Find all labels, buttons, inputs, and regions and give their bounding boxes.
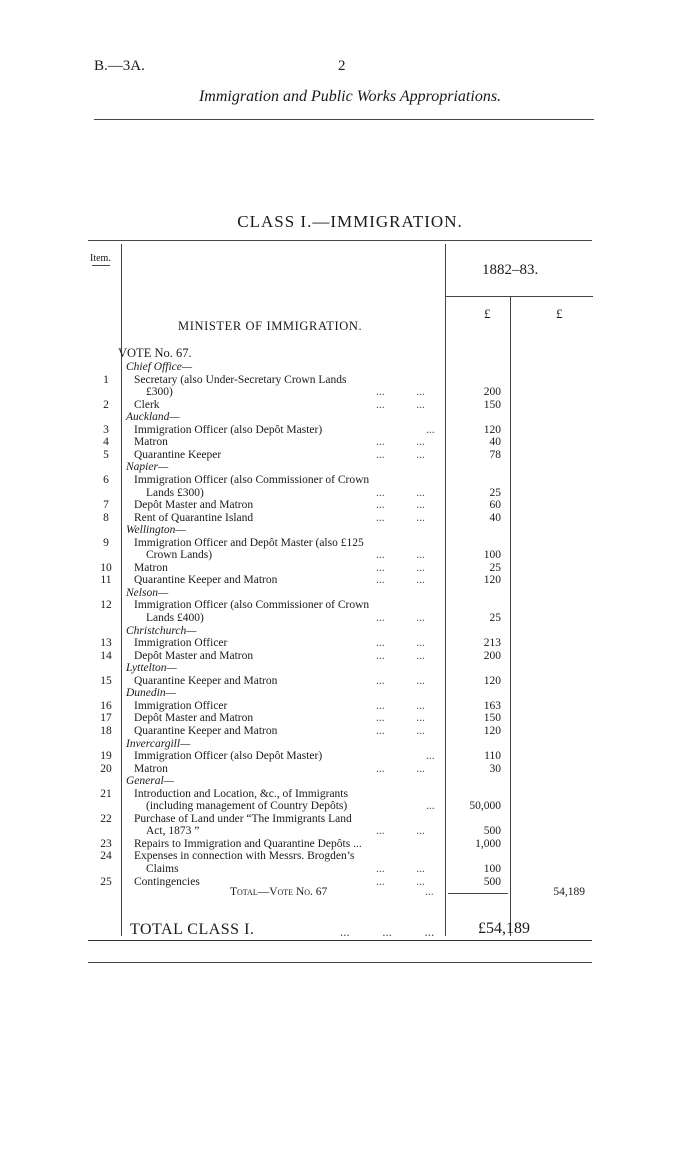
line-description: Matron [134, 436, 168, 448]
page-title: Immigration and Public Works Appropriations. [198, 88, 502, 105]
leader-dots: ... ... [376, 675, 425, 687]
line-description: Immigration Officer (also Commissioner of Crown [134, 599, 370, 611]
item-number: 12 [100, 599, 112, 611]
total-vote-dots: ... [425, 886, 434, 898]
line-description: Clerk [134, 399, 160, 411]
total-vote-amount: 54,189 [553, 886, 585, 898]
line-description: Claims [146, 863, 179, 875]
line-description: Immigration Officer and Depôt Master (also £125 [134, 537, 364, 549]
year-header-rule [445, 296, 593, 297]
line-amount: 500 [483, 876, 501, 888]
line-description: Lands £300) [146, 487, 204, 499]
item-number: 25 [100, 876, 112, 888]
line-amount: 213 [483, 637, 501, 649]
line-amount: 120 [483, 675, 501, 687]
subtotal-column-divider [510, 296, 511, 936]
line-amount: 150 [483, 399, 501, 411]
leader-dots: ... ... [376, 562, 425, 574]
line-amount: 163 [483, 700, 501, 712]
line-description: Contingencies [134, 876, 200, 888]
table-bottom-rule [88, 940, 592, 941]
item-number: 14 [100, 650, 112, 662]
pound-sign-total: £ [556, 306, 563, 321]
leader-dots: ... ... [376, 650, 425, 662]
class-title: CLASS I.—IMMIGRATION. [237, 212, 463, 231]
location-heading: Lyttelton— [126, 662, 177, 674]
page-number: 2 [338, 58, 346, 74]
item-number: 4 [103, 436, 109, 448]
location-heading: Chief Office— [126, 361, 193, 373]
leader-dots: ... ... [376, 574, 425, 586]
item-number: 15 [100, 675, 112, 687]
leader-dots: ... [426, 424, 435, 436]
item-number: 16 [100, 700, 112, 712]
item-number: 11 [100, 574, 112, 586]
line-amount: 110 [484, 750, 501, 762]
total-vote-label [230, 886, 327, 898]
leader-dots: ... ... [376, 763, 425, 775]
item-number: 22 [100, 813, 112, 825]
line-amount: 30 [489, 763, 501, 775]
item-header-underline [92, 265, 110, 266]
table-top-rule [88, 240, 592, 241]
class-total-dots: ... ... ... [340, 924, 435, 939]
location-heading: General— [126, 775, 174, 787]
minister-heading: MINISTER OF IMMIGRATION. [178, 319, 363, 333]
item-number: 6 [103, 474, 109, 486]
line-amount: 25 [489, 487, 501, 499]
item-number: 20 [100, 763, 112, 775]
line-description: Repairs to Immigration and Quarantine Depôts ... [134, 838, 362, 850]
item-number: 13 [100, 637, 112, 649]
total-vote-text: Total—Vote No. 67 [230, 886, 328, 898]
line-amount: 25 [489, 612, 501, 624]
item-number: 10 [100, 562, 112, 574]
year-column-header: 1882–83. [482, 262, 539, 278]
location-heading: Wellington— [126, 524, 186, 536]
item-number: 9 [103, 537, 109, 549]
line-description: Matron [134, 562, 168, 574]
leader-dots: ... ... [376, 700, 425, 712]
leader-dots: ... ... [376, 825, 425, 837]
line-description: Act, 1873 ” [146, 825, 200, 837]
line-amount: 25 [489, 562, 501, 574]
item-number: 2 [103, 399, 109, 411]
leader-dots: ... ... [376, 612, 425, 624]
line-amount: 200 [483, 386, 501, 398]
item-column-header: Item. [90, 253, 111, 264]
leader-dots: ... ... [376, 399, 425, 411]
line-description: Secretary (also Under-Secretary Crown Lands [134, 374, 347, 386]
line-amount: 78 [489, 449, 501, 461]
item-number: 1 [103, 374, 109, 386]
line-amount: 500 [483, 825, 501, 837]
line-description: Quarantine Keeper [134, 449, 222, 461]
line-amount: 100 [483, 549, 501, 561]
line-description: Depôt Master and Matron [134, 650, 254, 662]
line-description: Immigration Officer [134, 637, 228, 649]
leader-dots: ... ... [376, 712, 425, 724]
line-amount: 1,000 [475, 838, 501, 850]
line-description: Crown Lands) [146, 549, 213, 561]
class-total-rule [88, 962, 592, 963]
item-number: 5 [103, 449, 109, 461]
leader-dots: ... ... [376, 449, 425, 461]
line-description: (including management of Country Depôts) [146, 800, 348, 812]
line-description: Immigration Officer (also Depôt Master) [134, 750, 323, 762]
leader-dots: ... ... [376, 487, 425, 499]
item-number: 19 [100, 750, 112, 762]
leader-dots: ... [426, 750, 435, 762]
item-number: 8 [103, 512, 109, 524]
line-description: Immigration Officer (also Depôt Master) [134, 424, 323, 436]
line-description: Quarantine Keeper and Matron [134, 574, 278, 586]
leader-dots: ... [426, 800, 435, 812]
line-amount: 120 [483, 725, 501, 737]
line-description: £300) [146, 386, 173, 398]
line-amount: 40 [489, 512, 501, 524]
leader-dots: ... ... [376, 876, 425, 888]
line-amount: 200 [483, 650, 501, 662]
line-description: Immigration Officer [134, 700, 228, 712]
line-description: Quarantine Keeper and Matron [134, 725, 278, 737]
pound-sign-amount: £ [484, 306, 491, 321]
line-description: Purchase of Land under “The Immigrants Land [134, 813, 352, 825]
document-code: B.—3A. [94, 58, 145, 74]
item-number: 17 [100, 712, 112, 724]
line-description: Immigration Officer (also Commissioner of Crown [134, 474, 370, 486]
location-heading: Christchurch— [126, 625, 197, 637]
leader-dots: ... ... [376, 863, 425, 875]
class-total-amount: £54,189 [478, 920, 530, 937]
line-amount: 40 [489, 436, 501, 448]
location-heading: Invercargill— [126, 738, 191, 750]
line-description: Lands £400) [146, 612, 204, 624]
line-amount: 120 [483, 424, 501, 436]
item-number: 7 [103, 499, 109, 511]
line-amount: 100 [483, 863, 501, 875]
line-amount: 60 [489, 499, 501, 511]
leader-dots: ... ... [376, 725, 425, 737]
leader-dots: ... ... [376, 386, 425, 398]
line-description: Expenses in connection with Messrs. Brogden’s [134, 850, 355, 862]
line-amount: 120 [483, 574, 501, 586]
location-heading: Dunedin— [126, 687, 176, 699]
leader-dots: ... ... [376, 436, 425, 448]
line-description: Quarantine Keeper and Matron [134, 675, 278, 687]
location-heading: Nelson— [126, 587, 169, 599]
item-number: 23 [100, 838, 112, 850]
line-description: Rent of Quarantine Island [134, 512, 254, 524]
location-heading: Auckland— [126, 411, 180, 423]
item-number: 18 [100, 725, 112, 737]
leader-dots: ... ... [376, 512, 425, 524]
line-amount: 150 [483, 712, 501, 724]
line-amount: 50,000 [469, 800, 501, 812]
leader-dots: ... ... [376, 499, 425, 511]
total-vote-rule [448, 893, 508, 894]
leader-dots: ... ... [376, 637, 425, 649]
item-number: 24 [100, 850, 112, 862]
line-description: Matron [134, 763, 168, 775]
location-heading: Napier— [126, 461, 169, 473]
vote-heading: VOTE No. 67. [118, 346, 192, 360]
line-description: Depôt Master and Matron [134, 712, 254, 724]
line-description: Introduction and Location, &c., of Immigrants [134, 788, 348, 800]
line-description: Depôt Master and Matron [134, 499, 254, 511]
leader-dots: ... ... [376, 549, 425, 561]
item-number: 3 [103, 424, 109, 436]
item-number: 21 [100, 788, 112, 800]
class-total-label: TOTAL CLASS I. [130, 921, 255, 938]
header-rule [94, 119, 594, 120]
